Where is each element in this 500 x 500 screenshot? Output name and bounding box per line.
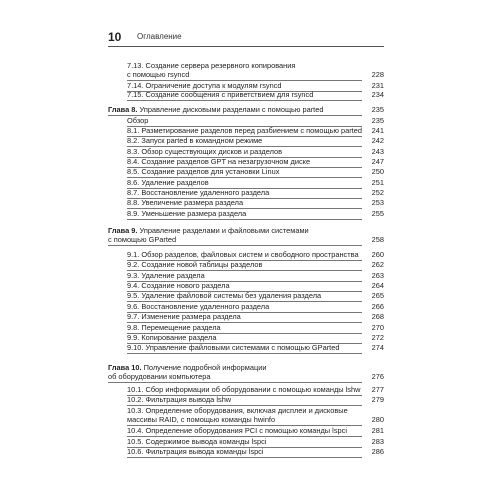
toc-entry-title — [127, 62, 295, 70]
toc-page-number: 286 — [371, 447, 384, 456]
toc-entry-text: 10.6. Фильтрация вывода команды lspci — [127, 447, 264, 456]
toc-entry-title — [127, 199, 243, 207]
toc-entry-title — [127, 168, 279, 176]
toc-entry — [127, 137, 384, 146]
toc-entry-title — [127, 438, 266, 446]
toc-entry-title — [127, 148, 282, 156]
toc-entry-text: 9.7. Изменение размера раздела — [127, 312, 241, 321]
toc-entry-text: Обзор — [127, 116, 149, 125]
toc-page-number: 272 — [371, 333, 384, 342]
toc-entry-title — [127, 282, 230, 290]
toc-page-number: 250 — [371, 167, 384, 176]
toc-entry-text: 9.2. Создание новой таблицы разделов — [127, 260, 263, 269]
toc-entry-text: Управление разделами и файловыми системами — [137, 226, 309, 235]
toc-entry-title — [127, 324, 221, 332]
toc-entry — [127, 272, 384, 281]
toc-entry-text: 8.9. Уменьшение размера раздела — [127, 209, 247, 218]
toc-entry-title — [127, 334, 216, 342]
toc-entry-text: 7.15. Создание сообщения с приветствием для rsyncd — [127, 90, 314, 99]
toc-page-number: 280 — [371, 415, 384, 424]
toc-entry-text: 7.13. Создание сервера резервного копирования — [127, 61, 296, 70]
toc-entry — [127, 334, 384, 343]
toc-page-number: 247 — [371, 157, 384, 166]
toc-entry-title — [127, 117, 148, 125]
toc-entry-title — [127, 292, 321, 300]
toc-page-number: 279 — [371, 395, 384, 404]
toc-page-number: 231 — [371, 81, 384, 90]
toc-entry — [127, 303, 384, 312]
toc-page-number: 260 — [371, 250, 384, 259]
toc-entry — [127, 148, 384, 157]
toc-page-number: 274 — [371, 343, 384, 352]
toc-entry-title — [108, 364, 266, 372]
toc-entry-underline — [127, 457, 362, 458]
toc-entry-text: 9.3. Удаление раздела — [127, 271, 205, 280]
toc-entry — [127, 117, 384, 126]
toc-entry-text: 10.3. Определение оборудования, включая дисплеи и дисковые — [127, 406, 348, 415]
toc-entry — [127, 282, 384, 291]
toc-page-number: 263 — [371, 271, 384, 280]
toc-entry — [127, 344, 384, 353]
toc-entry — [127, 438, 384, 447]
toc-entry — [127, 292, 384, 301]
toc-entry — [127, 448, 384, 457]
toc-entry-title — [127, 396, 231, 404]
toc-page-number: 242 — [371, 136, 384, 145]
toc-entry — [127, 386, 384, 395]
toc-page-number: 235 — [371, 105, 384, 114]
toc-entry — [127, 407, 384, 425]
toc-entry-text: 8.4. Создание разделов GPT на незагрузочном диске — [127, 157, 311, 166]
toc-entry — [127, 251, 384, 260]
toc-page-number: 283 — [371, 437, 384, 446]
toc-entry-text: 8.1. Разметирование разделов перед разбиением с помощью parted — [127, 126, 362, 135]
toc-page-number: 234 — [371, 90, 384, 99]
toc-entry-text: 9.1. Обзор разделов, файловых систем и свободного пространства — [127, 250, 359, 259]
toc-entry-title — [127, 158, 310, 166]
toc-entry — [127, 313, 384, 322]
toc-entry-title — [127, 251, 359, 259]
toc-entry-title — [127, 210, 246, 218]
toc-entry-title — [127, 91, 313, 99]
toc-page-number: 265 — [371, 291, 384, 300]
toc-entry-continuation: массивы RAID, с помощью команды hwinfo — [127, 415, 276, 424]
toc-entry-title — [127, 137, 262, 145]
toc-entry-continuation: об оборудовании компьютера — [108, 372, 211, 381]
toc-entry-title — [127, 82, 282, 90]
toc-page-number: 268 — [371, 312, 384, 321]
toc-entry-continuation: с помощью rsyncd — [127, 70, 190, 79]
toc-page-number: 270 — [371, 323, 384, 332]
toc-entry — [127, 91, 384, 100]
toc-page-number: 264 — [371, 281, 384, 290]
toc-entry — [127, 427, 384, 436]
toc-entry — [127, 62, 384, 80]
toc-entry-text: 9.4. Создание нового раздела — [127, 281, 230, 290]
toc-entry — [127, 127, 384, 136]
toc-page-number: 253 — [371, 198, 384, 207]
toc-entry-text: 8.7. Восстановление удаленного раздела — [127, 188, 270, 197]
toc-entry-text: Управление дисковыми разделами с помощью parted — [137, 105, 324, 114]
toc-entry-title — [108, 227, 309, 235]
toc-page-number: 276 — [371, 372, 384, 381]
toc-entry-text: 8.2. Запуск parted в командном режиме — [127, 136, 263, 145]
toc-entry-underline — [127, 100, 362, 101]
toc-entry-text: 9.9. Копирование раздела — [127, 333, 217, 342]
running-title: Оглавление — [137, 32, 182, 41]
toc-entry-text: 8.5. Создание разделов для установки Linux — [127, 167, 280, 176]
toc-entry-title — [127, 189, 269, 197]
toc-entry-title — [127, 344, 339, 352]
toc-page-number: 262 — [371, 260, 384, 269]
toc-entry-text: 10.1. Сбор информации об оборудовании с помощью команды lshw — [127, 385, 361, 394]
toc-page-number: 252 — [371, 188, 384, 197]
toc-entry-text: 10.5. Содержимое вывода команды lspci — [127, 437, 267, 446]
toc-entry — [127, 179, 384, 188]
toc-entry — [127, 168, 384, 177]
toc-entry-title — [127, 303, 269, 311]
toc-entry-title — [108, 106, 323, 114]
toc-entry — [127, 189, 384, 198]
toc-page-number: 235 — [371, 116, 384, 125]
chapter-label: Глава 10. — [108, 363, 142, 372]
toc-entry-title — [127, 313, 241, 321]
toc-entry — [127, 261, 384, 270]
toc-entry-text: 7.14. Ограничение доступа к модулям rsyncd — [127, 81, 282, 90]
toc-entry-title — [127, 179, 209, 187]
toc-entry-text: 8.3. Обзор существующих дисков и разделов — [127, 147, 283, 156]
toc-page-number: 228 — [371, 70, 384, 79]
toc-entry-title — [127, 261, 262, 269]
toc-page-number: 266 — [371, 302, 384, 311]
toc-entry-title — [127, 386, 360, 394]
toc-entry-underline — [127, 219, 362, 220]
toc-entry-underline — [127, 353, 362, 354]
toc-page-number: 281 — [371, 426, 384, 435]
toc-entry — [127, 158, 384, 167]
chapter-label: Глава 8. — [108, 105, 138, 114]
toc-entry-text: 8.6. Удаление разделов — [127, 178, 209, 187]
toc-chapter-entry — [108, 227, 384, 245]
toc-entry — [127, 199, 384, 208]
toc-entry-title — [127, 427, 347, 435]
toc-entry-title — [127, 407, 348, 415]
page-number: 10 — [108, 30, 122, 44]
toc-entry-title — [127, 448, 264, 456]
toc-entry — [127, 324, 384, 333]
toc-entry-text: 9.5. Удаление файловой системы без удаления раздела — [127, 291, 322, 300]
toc-entry — [127, 396, 384, 405]
chapter-label: Глава 9. — [108, 226, 138, 235]
toc-entry-title — [127, 127, 362, 135]
toc-page-number: 251 — [371, 178, 384, 187]
toc-entry-text: 9.8. Перемещение раздела — [127, 323, 221, 332]
toc-entry-underline — [108, 382, 362, 383]
toc-entry-text: 9.6. Восстановление удаленного раздела — [127, 302, 270, 311]
toc-page-number: 255 — [371, 209, 384, 218]
toc-chapter-entry — [108, 364, 384, 382]
toc-page-number: 277 — [371, 385, 384, 394]
toc-page-number: 241 — [371, 126, 384, 135]
toc-entry-text: 9.10. Управление файловыми системами с помощью GParted — [127, 343, 340, 352]
toc-chapter-entry — [108, 106, 384, 115]
toc-page-number: 243 — [371, 147, 384, 156]
toc-entry-title — [127, 272, 205, 280]
toc-entry-text: 10.2. Фильтрация вывода lshw — [127, 395, 232, 404]
toc-page-number: 258 — [371, 235, 384, 244]
toc-entry-text: 8.8. Увеличение размера раздела — [127, 198, 244, 207]
toc-entry-text: Получение подробной информации — [141, 363, 267, 372]
toc-entry-text: 10.4. Определение оборудования PCI с помощью команды lspci — [127, 426, 347, 435]
toc-entry — [127, 210, 384, 219]
toc-entry-underline — [108, 245, 362, 246]
toc-entry-continuation: с помощью GParted — [108, 235, 177, 244]
